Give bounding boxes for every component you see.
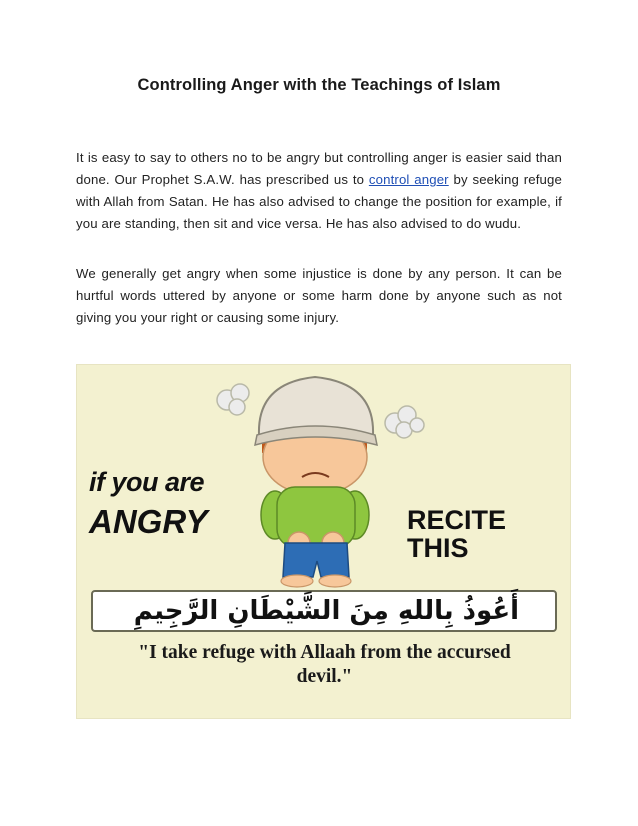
angry-text: ANGRY [89, 503, 208, 540]
paragraph-2-text: We generally get angry when some injustice is done by any person. It can be hurtful words uttered by anyone or some harm done by anyone such as not giving you your right or causing some injury. [76, 266, 562, 325]
translation-quote [97, 641, 552, 689]
paragraph-1-text-start: It is easy to say to others no to be angry but controlling anger is easier said than done. Our Prophet S.A.W. has prescribed us to [76, 150, 562, 187]
if-you-are-text: if you are [89, 467, 205, 497]
anger-illustration [76, 364, 571, 719]
quote-line-1: "I take refuge with Allaah from the accursed [138, 642, 511, 663]
recite-text: RECITE [407, 505, 507, 535]
arabic-verse: أَعُوذُ بِاللهِ مِنَ الشَّيْطَانِ الرَّجِيمِ [133, 596, 519, 626]
steam-puff-left [217, 384, 249, 415]
right-foot [319, 575, 351, 587]
control-anger-link[interactable]: control anger [368, 172, 449, 187]
paragraph-1-text-end: by seeking refuge with Allah from Satan. He has also advised to change the position for example, if you are standing, then sit and vice versa. He has also advised to do wudu. [76, 172, 562, 231]
steam-puff-right [385, 406, 424, 438]
left-foot [281, 575, 313, 587]
this-text: THIS [407, 533, 469, 563]
arabic-verse-band [91, 590, 557, 632]
quote-line-2: devil." [296, 666, 353, 687]
page-title: Controlling Anger with the Teachings of Islam [137, 76, 501, 94]
pants [283, 543, 349, 577]
paragraph-1 [76, 147, 562, 235]
paragraph-2 [76, 263, 562, 329]
